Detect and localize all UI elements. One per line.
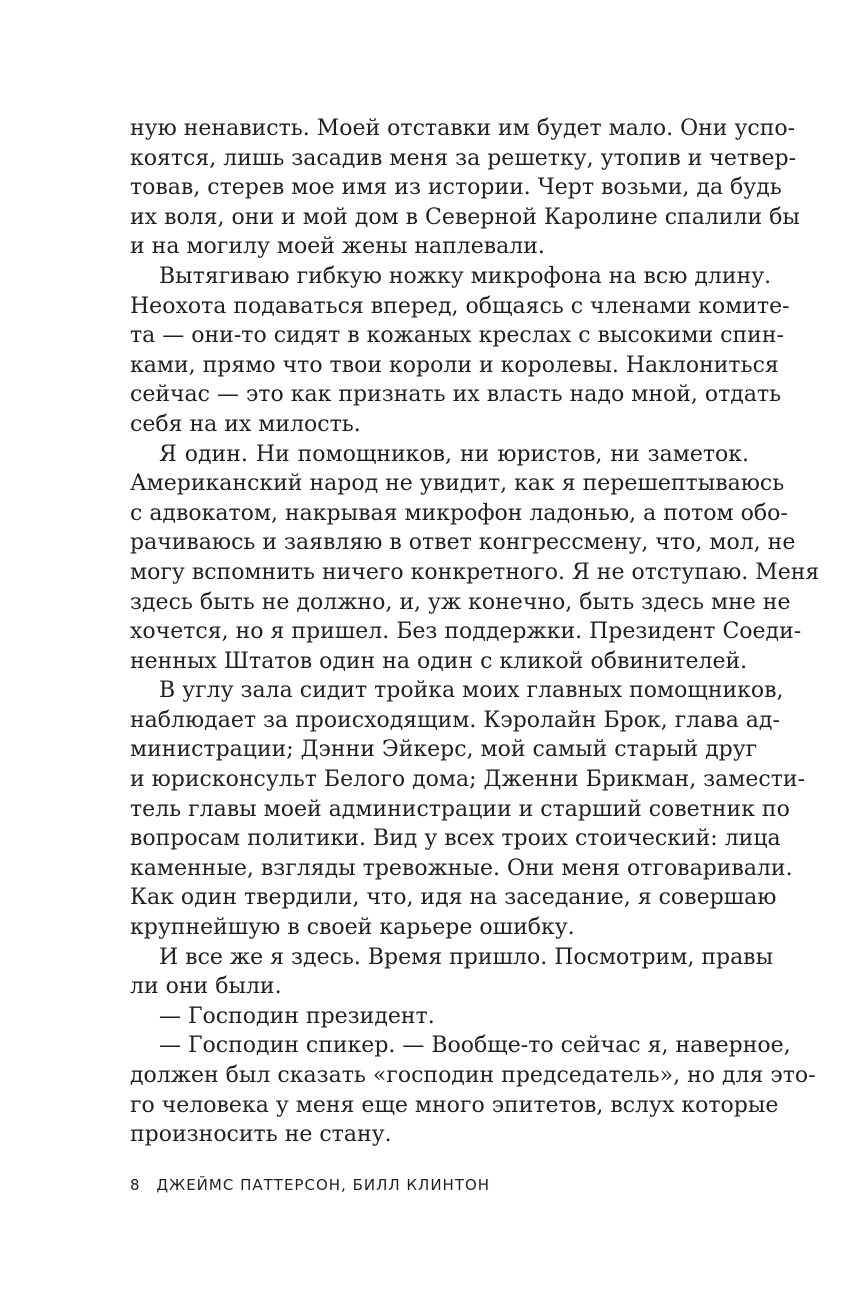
text-line: должен был сказать «господин председатель», но для это- — [130, 1063, 816, 1088]
text-line: В углу зала сидит тройка моих главных помощников, — [159, 678, 784, 704]
book-page-text — [130, 114, 820, 1150]
text-line: министрации; Дэнни Эйкерс, мой самый старый друг — [130, 737, 758, 763]
text-line: рачиваюсь и заявляю в ответ конгрессмену, что, мол, не — [130, 530, 796, 556]
text-line: го человека у меня еще много эпитетов, вслух которые — [130, 1092, 779, 1118]
text-line: наблюдает за происходящим. Кэролайн Брок, глава ад- — [130, 707, 780, 733]
text-line: каменные, взгляды тревожные. Они меня отговаривали. — [130, 855, 793, 881]
text-line: тель главы моей администрации и старший советник по — [130, 796, 790, 822]
text-line: произносить не стану. — [130, 1122, 392, 1148]
text-line: вопросам политики. Вид у всех троих стоический: лица — [130, 826, 781, 852]
text-line: себя на их милость. — [130, 411, 361, 437]
text-line: здесь быть не должно, и, уж конечно, быть здесь мне не — [130, 589, 791, 615]
text-line: ную ненависть. Моей отставки им будет мало. Они успо- — [130, 116, 796, 141]
text-line: И все же я здесь. Время пришло. Посмотрим, правы — [159, 944, 774, 970]
text-line: ли они были. — [130, 974, 282, 1000]
page-footer — [130, 1176, 490, 1194]
text-line: хочется, но я пришел. Без поддержки. Президент Соеди- — [130, 619, 802, 645]
text-line: ками, прямо что твои короли и королевы. Наклониться — [130, 352, 779, 378]
text-line: Я один. Ни помощников, ни юристов, ни заметок. — [159, 441, 749, 467]
text-line: их воля, они и мой дом в Северной Каролине спалили бы — [130, 204, 800, 230]
text-line: товав, стерев мое имя из истории. Черт возьми, да будь — [130, 175, 782, 201]
text-line: и на могилу моей жены наплевали. — [130, 234, 545, 260]
text-line: и юрисконсульт Белого дома; Дженни Брикман, замести- — [130, 767, 806, 793]
text-line: могу вспомнить ничего конкретного. Я не отступаю. Меня — [130, 559, 820, 585]
text-line: Американский народ не увидит, как я перешептываюсь — [130, 471, 785, 497]
text-line: Вытягиваю гибкую ножку микрофона на всю длину. — [159, 263, 772, 289]
text-line: сейчас — это как признать их власть надо мной, отдать — [130, 382, 782, 408]
text-line: Неохота подаваться вперед, общаясь с членами комите- — [130, 293, 790, 319]
text-line: с адвокатом, накрывая микрофон ладонью, а потом обо- — [130, 500, 788, 526]
text-line: крупнейшую в своей карьере ошибку. — [130, 915, 575, 941]
page-number: 8 — [130, 1176, 141, 1194]
text-line: та — они-то сидят в кожаных креслах с высокими спин- — [130, 323, 784, 349]
text-line: ненных Штатов один на один с кликой обвинителей. — [130, 648, 748, 674]
running-title: ДЖЕЙМС ПАТТЕРСОН, БИЛЛ КЛИНТОН — [156, 1176, 491, 1194]
text-line: — Господин спикер. — Вообще-то сейчас я, наверное, — [159, 1033, 791, 1059]
text-line: коятся, лишь засадив меня за решетку, утопив и четвер- — [130, 145, 797, 171]
text-line: — Господин президент. — [159, 1003, 435, 1029]
text-line: Как один твердили, что, идя на заседание, я совершаю — [130, 885, 777, 911]
